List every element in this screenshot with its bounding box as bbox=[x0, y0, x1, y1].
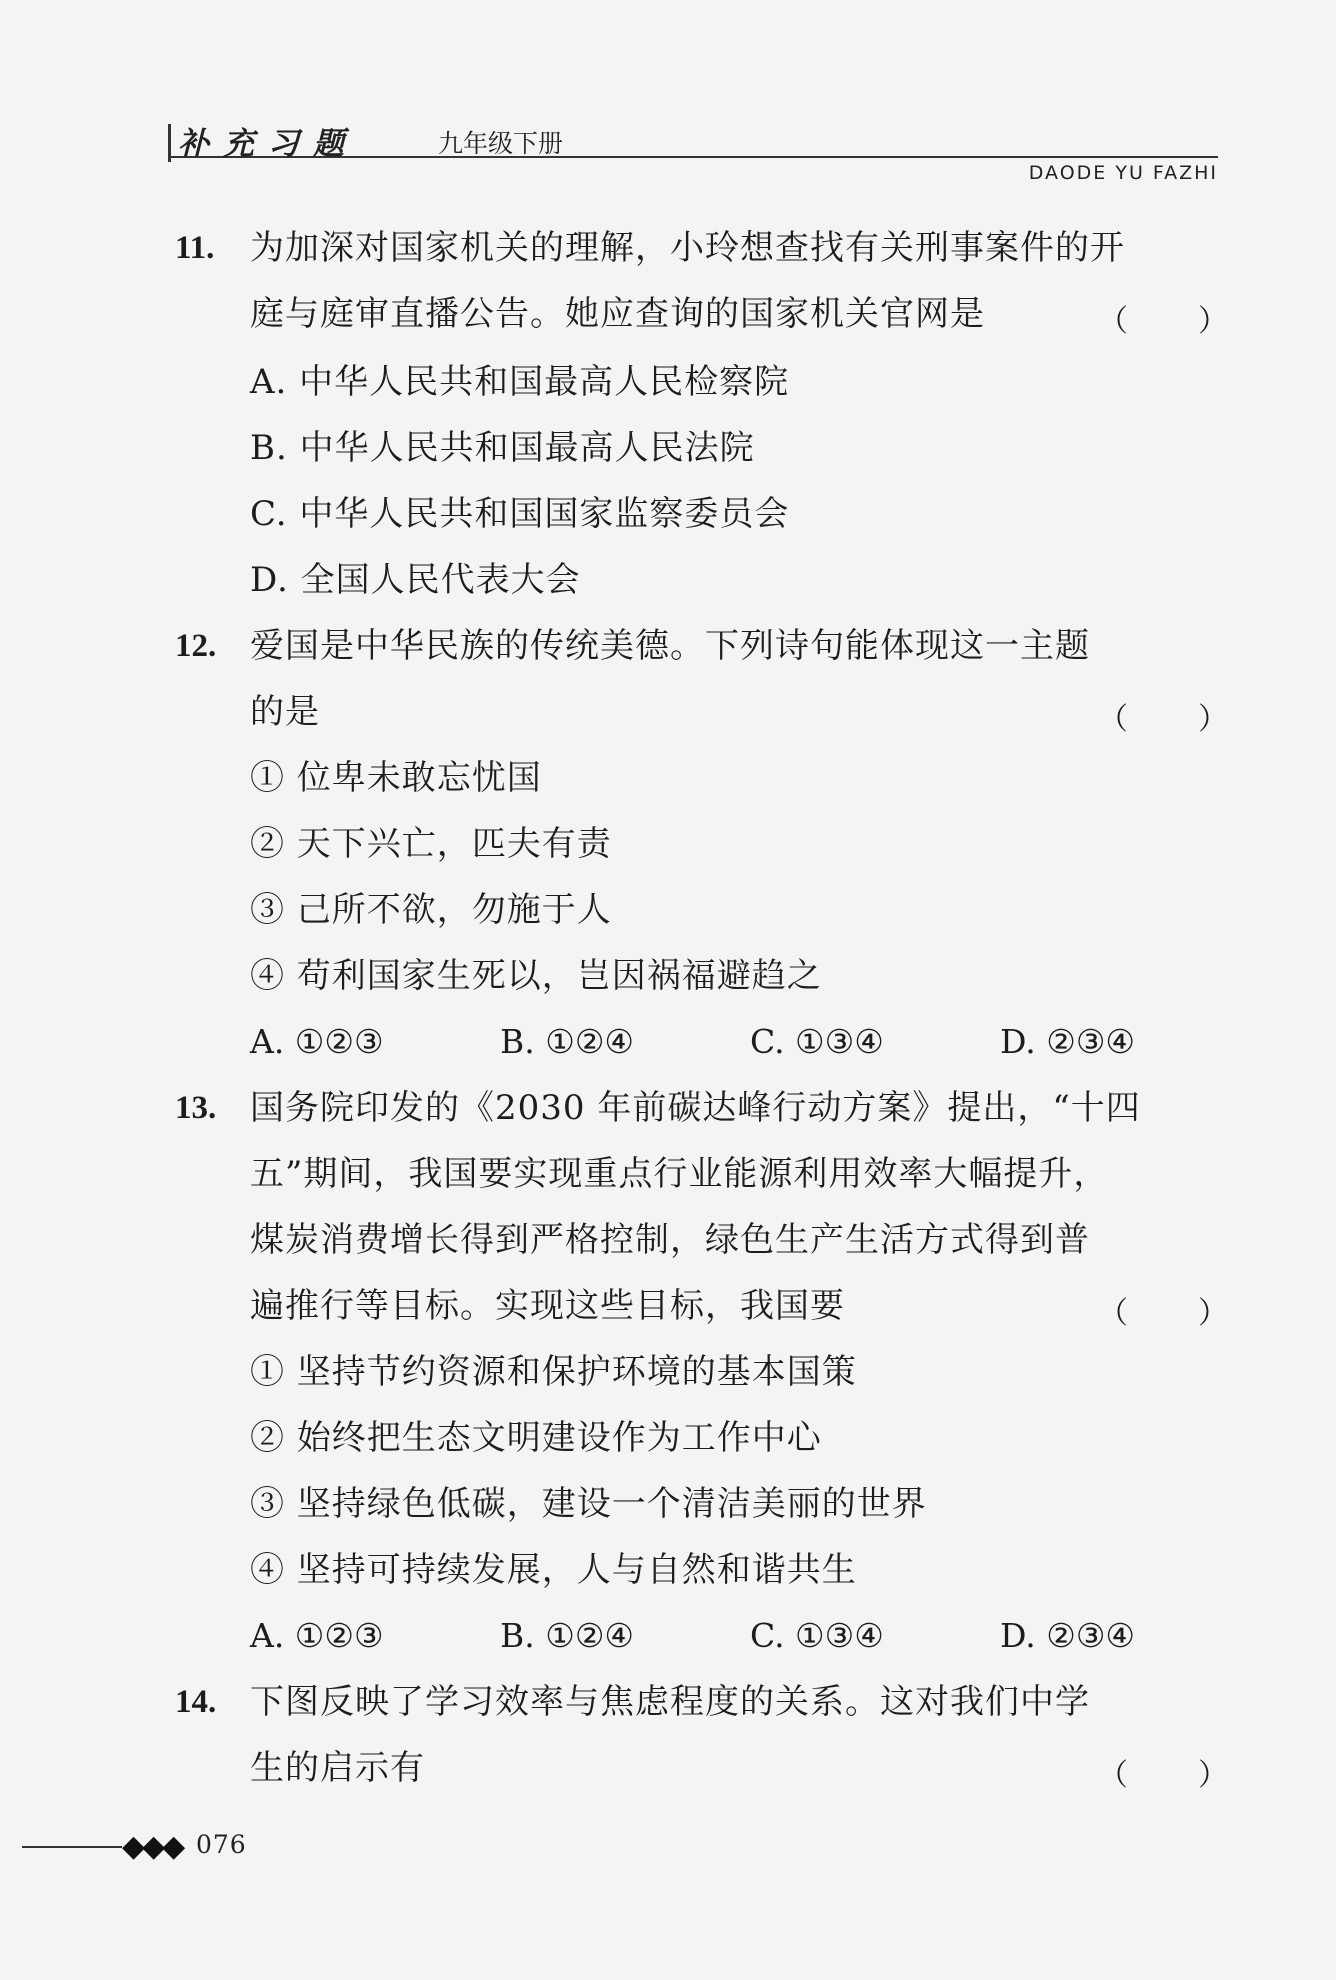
choice-c: C. ①③④ bbox=[750, 1616, 884, 1655]
statement-4: ④ 坚持可持续发展，人与自然和谐共生 bbox=[250, 1550, 857, 1590]
statement-1: ① 位卑未敢忘忧国 bbox=[250, 758, 542, 798]
bracket-close: ） bbox=[1198, 304, 1228, 339]
question-number: 11. bbox=[175, 230, 215, 266]
question-text: 煤炭消费增长得到严格控制，绿色生产生活方式得到普 bbox=[250, 1220, 1090, 1260]
bracket-close: ） bbox=[1198, 1296, 1228, 1331]
choice-d: D. ②③④ bbox=[1000, 1022, 1136, 1061]
answer-bracket[interactable] bbox=[1098, 1750, 1228, 1794]
question-number: 12. bbox=[175, 628, 217, 664]
series-logo: 补充习题 bbox=[178, 126, 358, 162]
option-c: C. 中华人民共和国国家监察委员会 bbox=[250, 494, 790, 534]
choice-a: A. ①②③ bbox=[250, 1022, 384, 1061]
option-d: D. 全国人民代表大会 bbox=[250, 560, 581, 600]
bracket-open: （ bbox=[1098, 1296, 1128, 1331]
choice-a: A. ①②③ bbox=[250, 1616, 384, 1655]
question-text: 的是 bbox=[250, 692, 320, 732]
question-number: 14. bbox=[175, 1684, 217, 1720]
page-header bbox=[168, 118, 1218, 162]
question-text: 为加深对国家机关的理解，小玲想查找有关刑事案件的开 bbox=[250, 228, 1125, 268]
statement-4: ④ 苟利国家生死以，岂因祸福避趋之 bbox=[250, 956, 822, 996]
question-text: 下图反映了学习效率与焦虑程度的关系。这对我们中学 bbox=[250, 1682, 1090, 1722]
choice-d: D. ②③④ bbox=[1000, 1616, 1136, 1655]
statement-2: ② 始终把生态文明建设作为工作中心 bbox=[250, 1418, 822, 1458]
choice-c: C. ①③④ bbox=[750, 1022, 884, 1061]
answer-bracket[interactable] bbox=[1098, 296, 1228, 340]
statement-3: ③ 坚持绿色低碳，建设一个清洁美丽的世界 bbox=[250, 1484, 927, 1524]
bracket-close: ） bbox=[1198, 702, 1228, 737]
option-a: A. 中华人民共和国最高人民检察院 bbox=[250, 362, 790, 402]
subject-label: DAODE YU FAZHI bbox=[1028, 162, 1218, 184]
option-b: B. 中华人民共和国最高人民法院 bbox=[250, 428, 755, 468]
statement-2: ② 天下兴亡，匹夫有责 bbox=[250, 824, 612, 864]
choice-b: B. ①②④ bbox=[500, 1022, 634, 1061]
question-text: 遍推行等目标。实现这些目标，我国要 bbox=[250, 1286, 845, 1326]
answer-choices bbox=[250, 1616, 1250, 1656]
question-number: 13. bbox=[175, 1090, 217, 1126]
question-text: 五”期间，我国要实现重点行业能源利用效率大幅提升， bbox=[250, 1154, 1109, 1194]
answer-choices bbox=[250, 1022, 1250, 1062]
statement-3: ③ 己所不欲，勿施于人 bbox=[250, 890, 612, 930]
header-bar bbox=[168, 124, 171, 162]
question-text: 生的启示有 bbox=[250, 1748, 425, 1788]
page-number: 076 bbox=[196, 1830, 247, 1859]
footer-rule bbox=[22, 1846, 122, 1848]
bracket-open: （ bbox=[1098, 1758, 1128, 1793]
answer-bracket[interactable] bbox=[1098, 1288, 1228, 1332]
question-text: 庭与庭审直播公告。她应查询的国家机关官网是 bbox=[250, 294, 985, 334]
question-text: 国务院印发的《2030 年前碳达峰行动方案》提出，“十四 bbox=[250, 1088, 1141, 1128]
bracket-open: （ bbox=[1098, 304, 1128, 339]
diamond-ornament-icon: ◆◆◆ bbox=[122, 1829, 183, 1864]
bracket-open: （ bbox=[1098, 702, 1128, 737]
statement-1: ① 坚持节约资源和保护环境的基本国策 bbox=[250, 1352, 857, 1392]
grade-label: 九年级下册 bbox=[438, 129, 564, 158]
choice-b: B. ①②④ bbox=[500, 1616, 634, 1655]
question-text: 爱国是中华民族的传统美德。下列诗句能体现这一主题 bbox=[250, 626, 1090, 666]
bracket-close: ） bbox=[1198, 1758, 1228, 1793]
answer-bracket[interactable] bbox=[1098, 694, 1228, 738]
